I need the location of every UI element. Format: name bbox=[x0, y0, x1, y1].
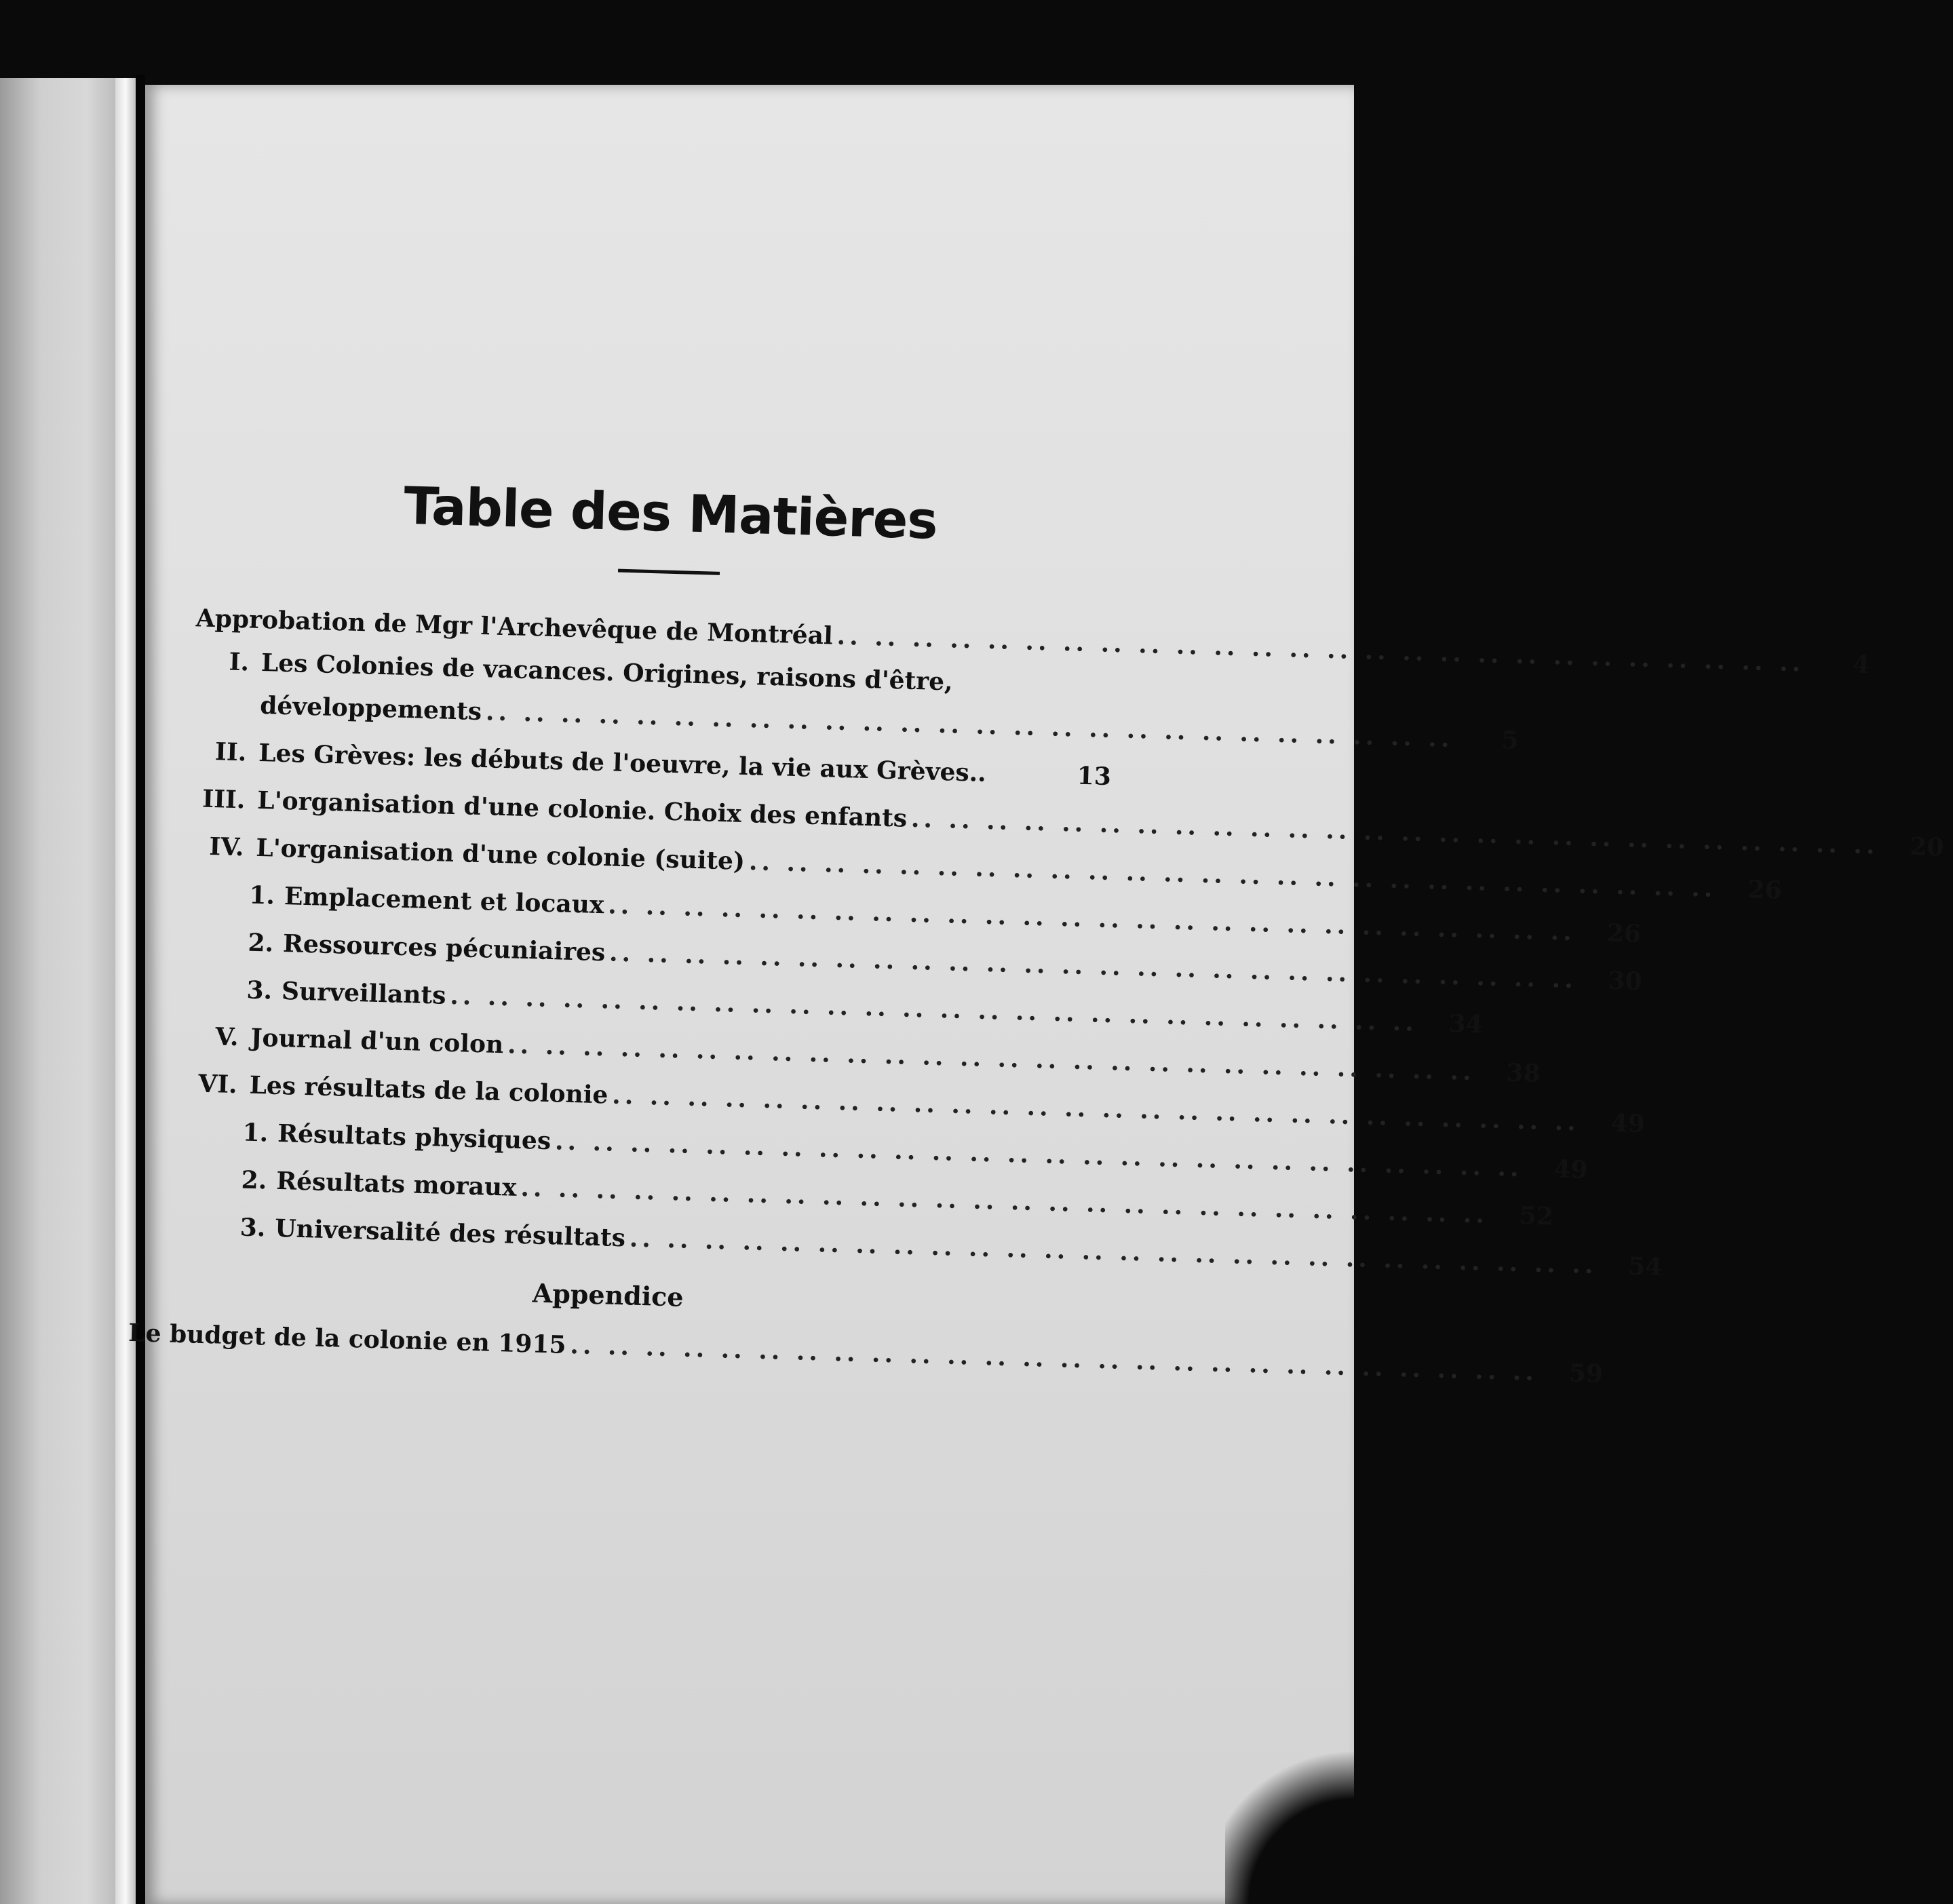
toc-entry-label: Les Colonies de vacances. Origines, raisons d'être, bbox=[260, 648, 954, 697]
toc-entry-label: Approbation de Mgr l'Archevêque de Montréal bbox=[195, 604, 834, 650]
toc-page-number: 38 bbox=[1506, 1058, 1541, 1088]
toc-entry-label: Résultats moraux bbox=[275, 1166, 518, 1202]
left-page-edge bbox=[0, 78, 115, 1904]
toc-entry-number: VI. bbox=[197, 1069, 238, 1100]
toc-page-number: 34 bbox=[1448, 1009, 1484, 1039]
toc-entry-number: II. bbox=[214, 737, 247, 767]
leader-dots: .. .. .. .. .. .. .. .. .. .. .. .. .. .. .. .. .. .. .. .. .. .. .. .. .. .. bbox=[485, 697, 1454, 754]
toc-page-number: 49 bbox=[1610, 1108, 1646, 1139]
leader-dots: .. .. .. .. .. .. .. .. .. .. .. .. .. .. .. .. .. .. .. .. .. .. .. .. .. .. bbox=[748, 847, 1718, 904]
toc-entry-label: Les résultats de la colonie bbox=[249, 1070, 608, 1110]
toc-entry-label: Ressources pécuniaires bbox=[282, 929, 606, 967]
toc-entry-label: Le budget de la colonie en 1915 bbox=[128, 1318, 567, 1359]
leader-dots: .. .. .. .. .. .. .. .. .. .. .. .. .. .. .. .. .. .. .. .. .. .. .. .. .. .. bbox=[608, 938, 1578, 994]
leader-dots: .. .. .. .. .. .. .. .. .. .. .. .. .. .. .. .. .. .. .. .. .. .. .. .. .. .. bbox=[507, 1030, 1476, 1087]
leader-dots: .. .. .. .. .. .. .. .. .. .. .. .. .. .. .. .. .. .. .. .. .. .. .. .. .. .. bbox=[449, 981, 1418, 1037]
leader-dots: .. .. .. .. .. .. .. .. .. .. .. .. .. .. .. .. .. .. .. .. .. .. .. .. .. .. bbox=[607, 891, 1577, 947]
appendix-heading: Appendice bbox=[532, 1277, 684, 1313]
leader-dots: .. .. .. .. .. .. .. .. .. .. .. .. .. .. .. .. .. .. .. .. .. .. .. .. .. .. bbox=[554, 1127, 1524, 1183]
leader-dots: .. .. .. .. .. .. .. .. .. .. .. .. .. .. .. .. .. .. .. .. .. .. .. .. .. .. bbox=[611, 1081, 1581, 1137]
title-rule bbox=[618, 569, 720, 575]
toc-page-number: 30 bbox=[1608, 966, 1643, 996]
toc-entry-label-continued: développements bbox=[259, 691, 482, 726]
toc-entry-number: 1. bbox=[242, 1118, 269, 1148]
toc-page-number: 59 bbox=[1568, 1359, 1604, 1388]
toc-entry-number: V. bbox=[214, 1022, 239, 1052]
leader-dots: .. .. .. .. .. .. .. .. .. .. .. .. .. .. .. .. .. .. .. .. .. .. .. .. .. .. bbox=[836, 621, 1805, 678]
toc-page-number: 49 bbox=[1553, 1154, 1589, 1184]
toc-page-number: 4 bbox=[1852, 650, 1870, 680]
leader-dots: .. .. .. .. .. .. .. .. .. .. .. .. .. .. .. .. .. .. .. .. .. .. .. .. .. .. bbox=[629, 1224, 1598, 1280]
toc-page-number: 52 bbox=[1519, 1201, 1554, 1231]
toc-entry-label: Emplacement et locaux bbox=[284, 882, 604, 920]
toc-entry-number: 3. bbox=[246, 975, 273, 1005]
leader-dots: .. .. .. .. .. .. .. .. .. .. .. .. .. .. .. .. .. .. .. .. .. .. .. .. .. .. bbox=[520, 1173, 1489, 1229]
toc-page-number: 26 bbox=[1747, 875, 1783, 905]
toc-entry-label: Journal d'un colon bbox=[250, 1023, 504, 1060]
toc-entry-label: Surveillants bbox=[281, 977, 447, 1010]
toc-entry-number: 2. bbox=[247, 928, 274, 958]
toc-page-number: 13 bbox=[1077, 761, 1112, 792]
toc-entry-number: 2. bbox=[241, 1165, 267, 1195]
toc-entry-number: 1. bbox=[248, 880, 275, 910]
corner-shadow bbox=[1225, 1728, 1354, 1904]
leader-dots bbox=[986, 781, 1049, 783]
toc-page-number: 5 bbox=[1501, 726, 1520, 755]
toc-page-number: 54 bbox=[1627, 1251, 1663, 1282]
page-title: Table des Matières bbox=[403, 475, 938, 551]
toc-entry-number: I. bbox=[229, 647, 250, 677]
toc-entry-label: Universalité des résultats bbox=[274, 1213, 626, 1253]
toc-entry-label: L'organisation d'une colonie. Choix des enfants bbox=[256, 785, 908, 833]
leader-dots: .. .. .. .. .. .. .. .. .. .. .. .. .. .. .. .. .. .. .. .. .. .. .. .. .. .. bbox=[569, 1331, 1539, 1386]
toc-entry-label: Les Grèves: les débuts de l'oeuvre, la vie aux Grèves.. bbox=[258, 738, 987, 788]
toc-page-number: 26 bbox=[1606, 918, 1642, 948]
toc-entry-number: 3. bbox=[239, 1213, 266, 1243]
toc-entry-label: L'organisation d'une colonie (suite) bbox=[255, 833, 746, 876]
toc-page-number: 20 bbox=[1909, 832, 1945, 862]
leader-dots: .. .. .. .. .. .. .. .. .. .. .. .. .. .. .. .. .. .. .. .. .. .. .. .. .. .. bbox=[910, 804, 1880, 860]
toc-entry-label: Résultats physiques bbox=[277, 1119, 552, 1156]
toc-entry-number: III. bbox=[201, 784, 246, 815]
table-of-contents bbox=[117, 468, 1945, 1388]
toc-entry-number: IV. bbox=[208, 832, 245, 862]
